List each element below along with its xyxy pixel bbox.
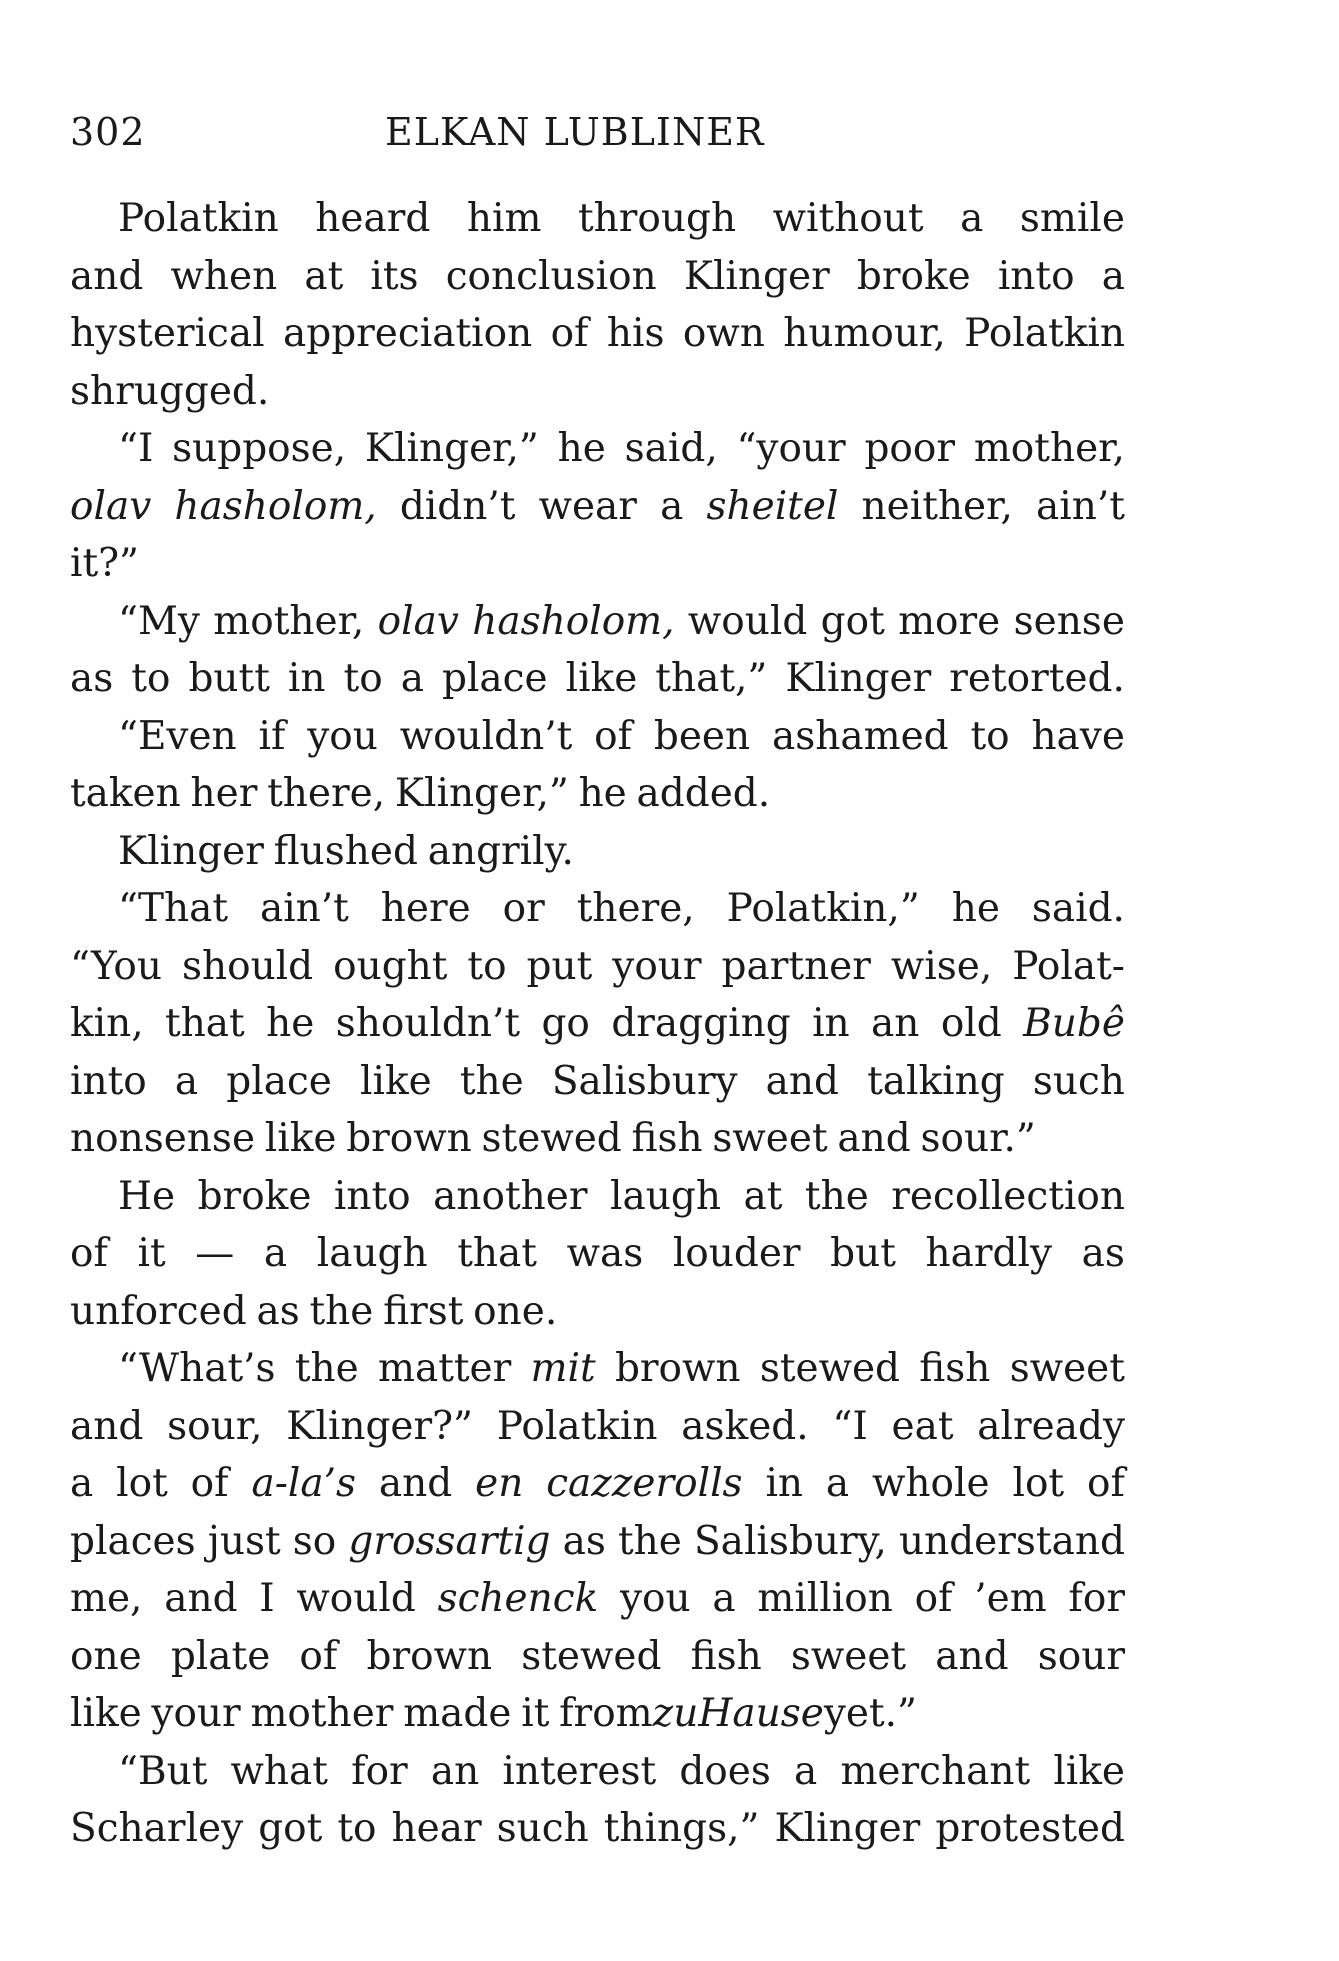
word: lot (116, 1461, 168, 1506)
word: another (433, 1173, 588, 1219)
word: a (660, 483, 684, 529)
word: added. (636, 771, 771, 816)
word: hardly (925, 1231, 1053, 1276)
word: go (541, 1001, 590, 1046)
word: whole (872, 1461, 990, 1506)
word: in (765, 1461, 804, 1506)
text-line (70, 765, 1125, 823)
word: if (258, 713, 286, 759)
word: a (712, 1576, 736, 1621)
word: here (380, 886, 471, 931)
word: smile (1019, 196, 1125, 241)
word: broke (856, 253, 971, 299)
word: ashamed (771, 713, 949, 759)
word: but (830, 1231, 896, 1276)
word: stewed (759, 1346, 901, 1391)
word: in (812, 1001, 850, 1046)
word: he (557, 426, 606, 471)
word: a (1101, 253, 1125, 299)
word: that (457, 1231, 537, 1276)
word: and (935, 1633, 1009, 1679)
word: said. (1031, 886, 1125, 931)
word: a (400, 656, 424, 701)
word: interest (502, 1748, 657, 1794)
word: stewed (481, 1116, 622, 1161)
word: suppose, (172, 426, 347, 471)
word: me, (70, 1576, 143, 1621)
text-line (70, 1570, 1125, 1628)
word: and (837, 1116, 911, 1161)
word: from (559, 1691, 653, 1736)
word: million (757, 1576, 893, 1621)
word: and (164, 1576, 238, 1621)
word: got (258, 1806, 323, 1851)
word: as (562, 1518, 606, 1564)
text-line (70, 305, 1125, 363)
word: sour (1037, 1633, 1125, 1679)
word: it?” (70, 541, 139, 586)
text-line (70, 363, 1125, 421)
word: things,” (603, 1806, 760, 1851)
word: sweet (1009, 1346, 1125, 1391)
word: own (682, 311, 765, 356)
word: taken (70, 771, 181, 816)
word: Hause (698, 1691, 824, 1736)
word: hear (391, 1806, 482, 1851)
word: hasholom, (472, 598, 675, 644)
word: I (259, 1576, 275, 1621)
word: place (441, 656, 548, 701)
word: the (459, 1058, 524, 1104)
word: have (1031, 713, 1125, 759)
word: Polat- (1012, 943, 1125, 989)
word: sour.” (920, 1116, 1036, 1161)
word: dragging (611, 1001, 791, 1046)
word: mother, (213, 598, 365, 644)
word: been (653, 713, 751, 759)
word: brown (366, 1633, 493, 1679)
word: understand (898, 1518, 1125, 1564)
word: en (475, 1461, 524, 1506)
word: more (898, 598, 1001, 644)
word: he (951, 886, 1000, 931)
word: you (307, 713, 378, 759)
word: mother (250, 1691, 394, 1736)
word: mother, (973, 426, 1125, 471)
word: his (606, 311, 665, 356)
word: or (502, 886, 545, 931)
word: places (70, 1518, 196, 1564)
word: like (360, 1058, 432, 1104)
word: Polatkin (496, 1403, 658, 1449)
word: sweet (712, 1116, 828, 1161)
text-line (70, 650, 1125, 708)
word: humour, (783, 311, 946, 356)
word: angrily. (427, 828, 574, 874)
word: Klinger (683, 253, 830, 299)
text-line (70, 880, 1125, 938)
text-line (70, 1340, 1125, 1398)
word: wear (538, 483, 637, 529)
text-line (70, 1053, 1125, 1111)
word: just (207, 1518, 281, 1564)
text-line (70, 995, 1125, 1053)
text-line (70, 1455, 1125, 1513)
word: ain’t (1035, 483, 1125, 529)
word: Salisbury, (693, 1518, 887, 1564)
word: wouldn’t (399, 713, 573, 759)
word: olav (70, 483, 152, 529)
word: sour, (167, 1403, 263, 1449)
word: first (383, 1288, 464, 1334)
text-line (70, 938, 1125, 996)
word: it (137, 1231, 166, 1276)
word: cazzerolls (546, 1461, 743, 1506)
word: retorted. (949, 656, 1125, 701)
text-line (70, 708, 1125, 766)
word: it (521, 1691, 550, 1736)
word: the (617, 1518, 682, 1564)
word: hysterical (70, 311, 265, 356)
word: Klinger (118, 828, 264, 874)
word: for (351, 1748, 408, 1794)
word: ’em (974, 1576, 1047, 1621)
word: when (170, 253, 278, 299)
word: so (292, 1518, 337, 1564)
word: olav (377, 598, 459, 644)
text-line (70, 190, 1125, 248)
text-line (70, 1743, 1125, 1801)
word: Klinger (774, 1806, 921, 1851)
word: was (566, 1231, 644, 1276)
word: would (296, 1576, 416, 1621)
word: partner (721, 943, 871, 989)
word: unforced (70, 1288, 247, 1334)
word: to (970, 713, 1010, 759)
word: didn’t (399, 483, 516, 529)
word: one. (473, 1288, 558, 1334)
word: made (403, 1691, 512, 1736)
word: Salisbury (551, 1058, 738, 1104)
word: “You (70, 943, 162, 989)
word: into (333, 1173, 411, 1219)
word: her (190, 771, 258, 816)
word: matter (377, 1346, 512, 1391)
word: zu (652, 1691, 699, 1736)
word: of (914, 1576, 953, 1621)
text-line (70, 420, 1125, 478)
word: ought (333, 943, 448, 989)
text-line (70, 1685, 1125, 1743)
running-title: ELKAN LUBLINER (385, 110, 765, 154)
word: to (343, 656, 383, 701)
word: your (151, 1691, 241, 1736)
word: appreciation (282, 311, 533, 356)
word: — (195, 1231, 235, 1276)
word: plate (170, 1633, 271, 1679)
word: Klinger,” (394, 771, 569, 816)
word: like (264, 1116, 337, 1161)
text-line (70, 248, 1125, 306)
word: would (687, 598, 808, 644)
word: laugh (316, 1231, 428, 1276)
word: of (1086, 1461, 1125, 1506)
word: its (370, 253, 419, 299)
word: like (1053, 1748, 1125, 1794)
word: of (550, 311, 589, 356)
text-line (70, 535, 1125, 593)
text-line (70, 478, 1125, 536)
word: through (578, 196, 737, 241)
word: merchant (840, 1748, 1031, 1794)
word: the (804, 1173, 869, 1219)
word: shouldn’t (335, 1001, 521, 1046)
word: a (825, 1461, 850, 1506)
word: a (263, 1231, 288, 1276)
word: a (794, 1748, 818, 1794)
word: stewed (521, 1633, 662, 1679)
word: an (430, 1748, 480, 1794)
word: laugh (610, 1173, 721, 1219)
word: to (131, 656, 171, 701)
word: a (70, 1461, 94, 1506)
word: conclusion (445, 253, 657, 299)
word: sense (1013, 598, 1125, 644)
word: Polatkin (118, 196, 279, 241)
word: already (977, 1403, 1125, 1449)
text-line (70, 1225, 1125, 1283)
word: Klinger,” (364, 426, 539, 471)
word: the (309, 1288, 374, 1334)
word: as (1081, 1231, 1125, 1276)
word: an (871, 1001, 920, 1046)
word: at (743, 1173, 783, 1219)
word: without (772, 196, 924, 241)
word: brown (346, 1116, 472, 1161)
word: into (70, 1058, 147, 1104)
word: grossartig (348, 1518, 551, 1564)
text-line (70, 1168, 1125, 1226)
word: nonsense (70, 1116, 256, 1161)
word: such (496, 1806, 589, 1851)
word: that,” (655, 656, 768, 701)
word: flushed (273, 828, 418, 874)
word: “My (118, 598, 200, 644)
word: sheitel (706, 483, 839, 529)
word: of (299, 1633, 338, 1679)
word: louder (672, 1231, 801, 1276)
body-text (70, 190, 1125, 1858)
word: place (226, 1058, 332, 1104)
word: to (467, 943, 507, 989)
text-line (70, 823, 1125, 881)
word: old (940, 1001, 1002, 1046)
word: as (256, 1288, 300, 1334)
word: that (165, 1001, 245, 1046)
word: the (294, 1346, 359, 1391)
word: “But (118, 1748, 208, 1794)
word: eat (891, 1403, 954, 1449)
text-line (70, 1513, 1125, 1571)
word: like (70, 1691, 142, 1736)
word: to (337, 1806, 377, 1851)
word: sweet (790, 1633, 907, 1679)
word: talking (867, 1058, 1005, 1104)
word: ain’t (259, 886, 349, 931)
word: “I (832, 1403, 868, 1449)
word: protested (935, 1806, 1125, 1851)
word: Polatkin,” (726, 886, 920, 931)
word: he (578, 771, 627, 816)
text-line (70, 1283, 1125, 1341)
word: Polatkin (964, 311, 1125, 356)
text-line (70, 593, 1125, 651)
word: broke (197, 1173, 312, 1219)
word: a (960, 196, 984, 241)
word: of (70, 1231, 108, 1276)
text-line (70, 1110, 1125, 1168)
word: what (230, 1748, 328, 1794)
word: and (70, 253, 144, 299)
word: in (287, 656, 326, 701)
word: lot (1012, 1461, 1065, 1506)
word: fish (690, 1633, 762, 1679)
word: Klinger?” (286, 1403, 473, 1449)
word: butt (188, 656, 270, 701)
word: into (997, 253, 1075, 299)
word: there, (576, 886, 695, 931)
page-header (70, 110, 1125, 170)
word: he (266, 1001, 315, 1046)
word: there, (267, 771, 386, 816)
word: as (70, 656, 114, 701)
word: put (526, 943, 593, 989)
word: shrugged. (70, 368, 270, 414)
word: Klinger (785, 656, 932, 701)
word: got (820, 598, 885, 644)
word: your (612, 943, 702, 989)
word: fish (919, 1346, 991, 1391)
word: you (619, 1576, 691, 1621)
word: fish (631, 1116, 703, 1161)
word: one (70, 1633, 142, 1679)
text-line (70, 1628, 1125, 1686)
word: should (181, 943, 314, 989)
word: and (378, 1461, 453, 1506)
word: “I (118, 426, 154, 471)
word: brown (614, 1346, 741, 1391)
text-line (70, 1398, 1125, 1456)
word: and (765, 1058, 839, 1104)
word: yet.” (823, 1691, 917, 1736)
word: for (1068, 1576, 1125, 1621)
word: recollection (891, 1173, 1125, 1219)
word: “Even (118, 713, 237, 759)
word: “What’s (118, 1346, 276, 1391)
word: neither, (861, 483, 1013, 529)
word: He (118, 1173, 176, 1219)
word: a (174, 1058, 199, 1104)
text-line (70, 1800, 1125, 1858)
page-number: 302 (70, 110, 146, 154)
word: wise, (890, 943, 993, 989)
word: Scharley (70, 1806, 244, 1851)
word: a-la’s (251, 1461, 357, 1506)
word: and (70, 1403, 144, 1449)
word: “your (736, 426, 846, 471)
word: mit (530, 1346, 596, 1391)
word: such (1032, 1058, 1125, 1104)
word: Bubê (1023, 1001, 1125, 1046)
word: poor (864, 426, 956, 471)
word: schenck (437, 1576, 599, 1621)
word: heard (315, 196, 431, 241)
word: “That (118, 886, 228, 931)
word: hasholom, (174, 483, 377, 529)
word: like (565, 656, 638, 701)
word: of (190, 1461, 229, 1506)
word: at (304, 253, 344, 299)
word: asked. (681, 1403, 809, 1449)
word: said, (624, 426, 718, 471)
word: him (466, 196, 542, 241)
word: kin, (70, 1001, 144, 1046)
word: does (679, 1748, 771, 1794)
word: of (594, 713, 633, 759)
